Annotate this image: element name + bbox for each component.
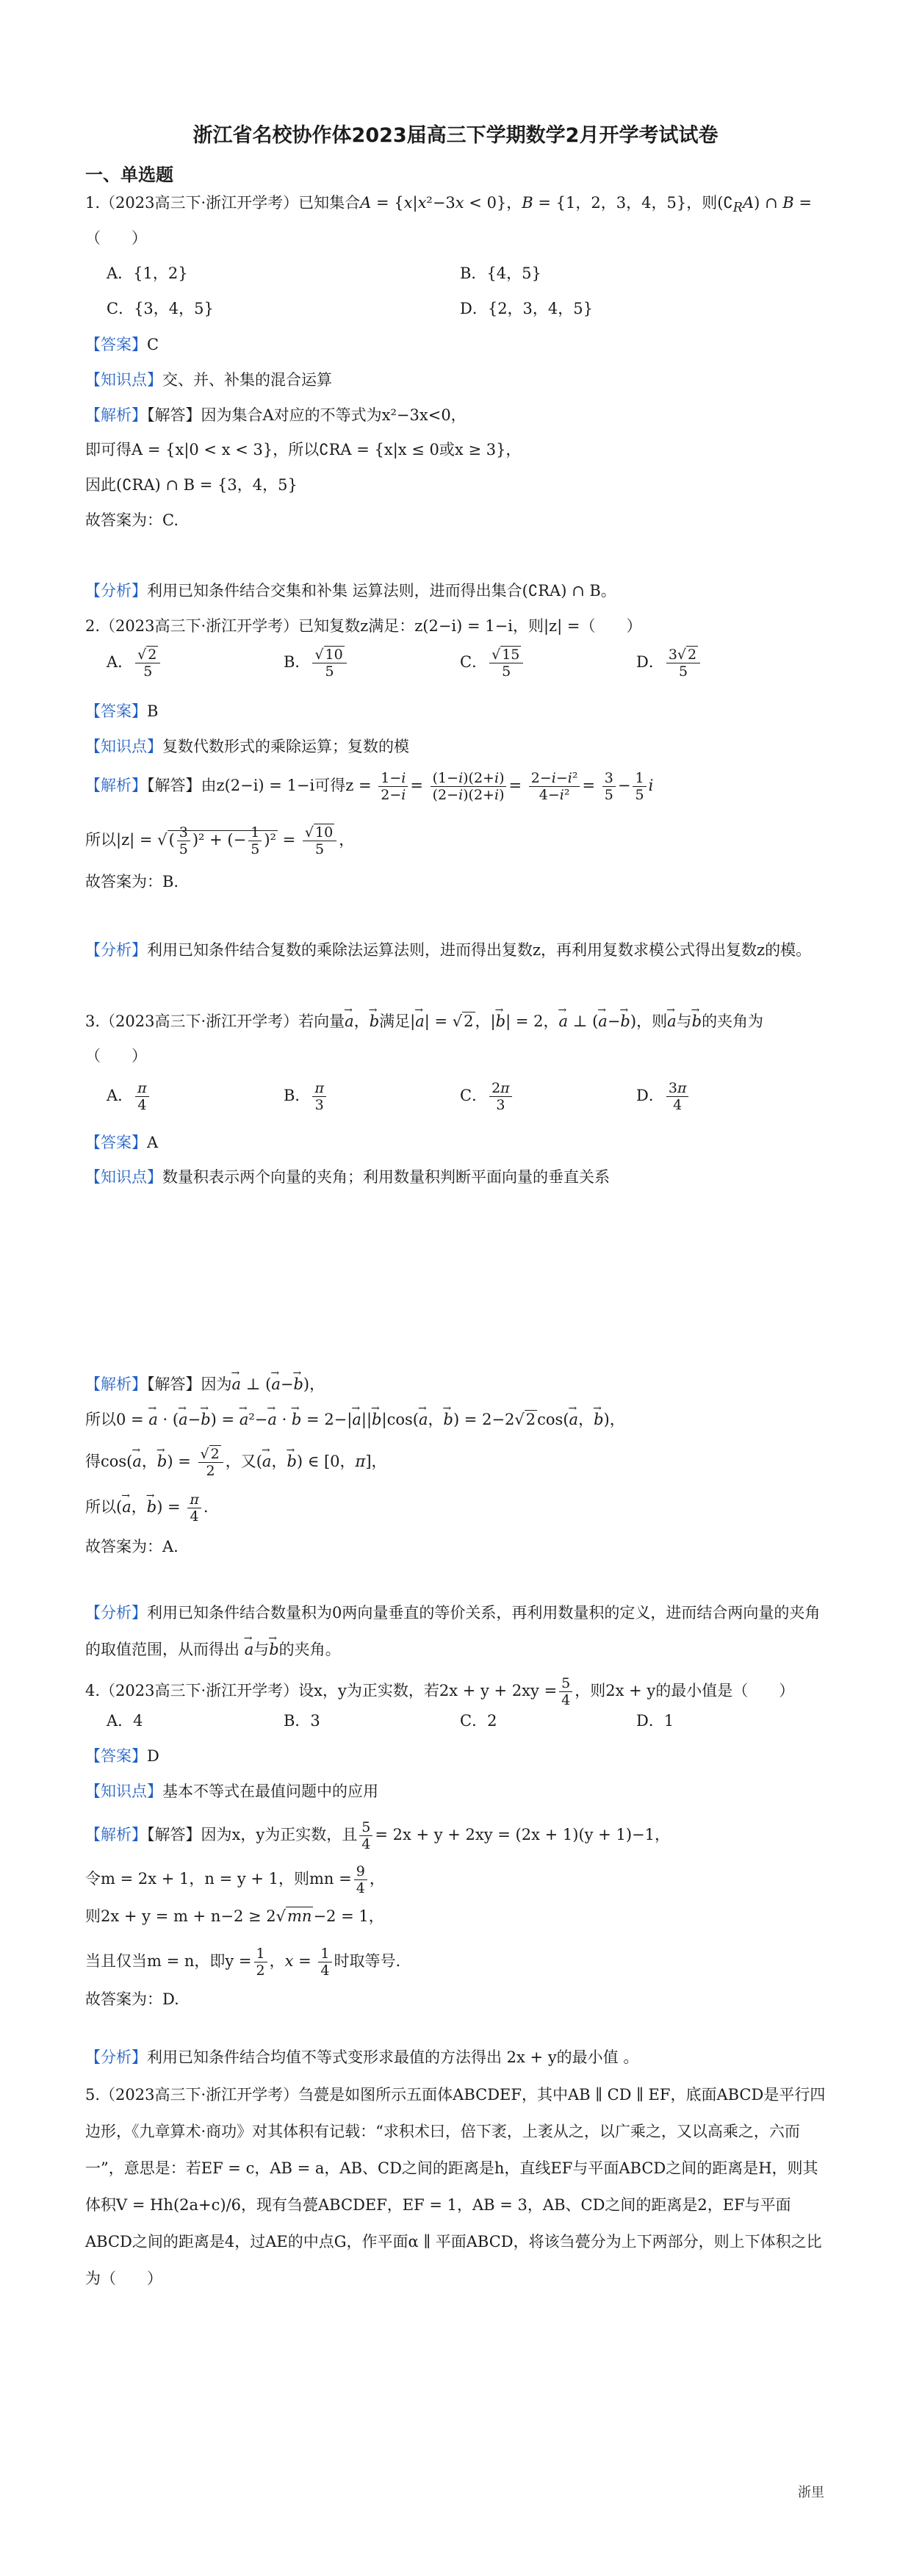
q3-solution-1: 【解析】【解答】因为→ a ⊥ (→ a−→ b)， — [85, 1374, 325, 1395]
q3-solution-2: 所以0 = → a · (→ a−→ b) = → a²−→ a · → b = 2−|→ a||→ b|cos(→ a，→ b) = 2−2√2cos(→ a，→ b)， — [85, 1409, 625, 1430]
q1-option-d: D．{2，3，4，5} — [460, 300, 594, 317]
q4-answer: 【答案】D — [85, 1747, 159, 1765]
q2-solution-2: 所以|z| = √( $\frac{3}{5}$ )² + (− $\frac{1}{5}$ )² = $\frac{√ 10}{5}$ ， — [85, 824, 355, 857]
q3-analysis: 【分析】利用已知条件结合数量积为0两向量垂直的等价关系，再利用数量积的定义，进而结合两向量的夹角的取值范围，从而得出 → a与→ b的夹角。 — [85, 1594, 827, 1668]
q2-solution-1: 【解析】【解答】由z(2−i) = 1−i可得z = $\frac{1-i}{2-i}$ = $\frac{(1-i)(2+i)}{(2-i)(2+i)}$ = $\frac{\text{2−i−i²}}{\text{4−i²}}$ = $\frac{3}{5}$ − $\frac{1}{5}$ i — [85, 770, 654, 803]
q2-knowledge: 【知识点】复数代数形式的乘除运算；复数的模 — [85, 738, 409, 755]
section-heading: 一、单选题 — [85, 165, 173, 185]
q1-solution-2: 即可得A = {x|0 < x < 3}，所以∁RA = {x|x ≤ 0或x ≥ 3}， — [85, 441, 522, 458]
page-title: 浙江省名校协作体2023届高三下学期数学2月开学考试试卷 — [192, 124, 719, 147]
q4-solution-3: 则2x + y = m + n−2 ≥ 2√mn−2 = 1， — [85, 1907, 384, 1925]
q4-knowledge: 【知识点】基本不等式在最值问题中的应用 — [85, 1782, 378, 1800]
q4-solution-1: 【解析】【解答】因为x，y为正实数，且 $\frac{5}{4}$ = 2x + y + 2xy = (2x + 1)(y + 1)−1， — [85, 1819, 670, 1852]
q1-solution-4: 故答案为：C. — [85, 511, 179, 529]
q4-solution-2: 令m = 2x + 1，n = y + 1，则mn = $\frac{9}{4}$ ， — [85, 1863, 385, 1896]
q3-option-a: A． $\frac{\pi}{4}$ — [107, 1080, 151, 1113]
q1-knowledge: 【知识点】交、并、补集的混合运算 — [85, 371, 332, 389]
q3-stem: 3.（2023高三下·浙江开学考）若向量→ a，→ b满足|→ a| = √2，|→ b| = 2，→ a ⊥ (→ a−→ b)，则→ a与→ b的夹角为 — [85, 1011, 763, 1032]
q4-analysis: 【分析】利用已知条件结合均值不等式变形求最值的方法得出 2x + y的最小值 。 — [85, 2048, 639, 2066]
q1-option-a: A．{1，2} — [107, 265, 188, 282]
q5-stem: 5.（2023高三下·浙江开学考）刍甍是如图所示五面体ABCDEF，其中AB ∥ CD ∥ EF，底面ABCD是平行四边形，《九章算术·商功》对其体积有记载：“求积术曰，倍下袤，上袤从之，以广乘之，又以高乘之，六而一”，意思是：若EF = c，AB = a，AB、CD之间的距离是h，直线EF与平面ABCD之间的距离是H，则其体积V = Hh(2a+c)/6，现有刍甍ABCDEF，EF = 1，AB = 3，AB、CD之间的距离是2，EF与平面ABCD之间的距离是4，过AE的中点G，作平面α ∥ 平面ABCD，将该刍甍分为上下两部分，则上下体积之比为（ ） — [85, 2086, 826, 2287]
q1-answer: 【答案】C — [85, 336, 159, 353]
q4-stem: 4.（2023高三下·浙江开学考）设x，y为正实数，若2x + y + 2xy = $\frac{5}{4}$ ，则2x + y的最小值是（ ） — [85, 1675, 795, 1708]
q2-option-b: B． $\frac{√ 10}{5}$ — [284, 647, 349, 680]
q3-solution-3: 得cos(→ a，→ b) = $\frac{√ 2}{2}$ ，又(→ a，→ b) ∈ [0，π]， — [85, 1446, 387, 1479]
q1-blank: （ ） — [85, 229, 147, 247]
q4-option-d: D．1 — [636, 1712, 674, 1730]
q2-stem: 2.（2023高三下·浙江开学考）已知复数z满足：z(2−i) = 1−i，则|z| =（ ） — [85, 617, 642, 635]
q1-option-c: C．{3，4，5} — [107, 300, 214, 317]
q3-knowledge: 【知识点】数量积表示两个向量的夹角；利用数量积判断平面向量的垂直关系 — [85, 1168, 610, 1186]
q4-option-c: C．2 — [460, 1712, 497, 1730]
q1-analysis: 【分析】利用已知条件结合交集和补集 运算法则，进而得出集合(∁RA) ∩ B。 — [85, 582, 616, 600]
q1-stem: 1.（2023高三下·浙江开学考）已知集合A = {x|x²−3x < 0}，B = {1，2，3，4，5}，则$(∁_RA)$ ∩ B = — [85, 194, 812, 216]
q4-option-b: B．3 — [284, 1712, 320, 1730]
q3-answer: 【答案】A — [85, 1134, 159, 1151]
q3-option-b: B． $\frac{\pi}{3}$ — [284, 1080, 328, 1113]
q3-option-c: C． $\frac{2\pi}{3}$ — [460, 1080, 514, 1113]
q1-option-b: B．{4，5} — [460, 265, 541, 282]
q3-option-d: D． $\frac{3\pi}{4}$ — [636, 1080, 691, 1113]
footer-watermark: 浙里 — [798, 2485, 824, 2500]
q2-analysis: 【分析】利用已知条件结合复数的乘除法运算法则，进而得出复数z，再利用复数求模公式得出复数z的模。 — [85, 941, 812, 959]
q4-solution-4: 当且仅当m = n，即y = $\frac{1}{2}$ ，x = $\frac{1}{4}$ 时取等号. — [85, 1946, 401, 1979]
q3-solution-4: 所以(→ a，→ b) = $\frac{\pi}{4}$ . — [85, 1492, 209, 1525]
q2-option-c: C． $\frac{√ 15}{5}$ — [460, 647, 525, 680]
q2-solution-3: 故答案为：B. — [85, 873, 179, 891]
q2-option-d: D． $\frac{3√ 2}{5}$ — [636, 647, 702, 680]
q3-blank: （ ） — [85, 1047, 147, 1065]
q4-option-a: A．4 — [107, 1712, 143, 1730]
q2-option-a: A． $\frac{√ 2}{5}$ — [107, 647, 162, 680]
q2-answer: 【答案】B — [85, 702, 159, 720]
q4-solution-5: 故答案为：D. — [85, 1990, 179, 2008]
q1-solution-3: 因此(∁RA) ∩ B = {3，4，5} — [85, 476, 298, 494]
q3-solution-5: 故答案为：A. — [85, 1538, 179, 1555]
q1-solution-1: 【解析】【解答】因为集合A对应的不等式为x²−3x<0， — [85, 406, 467, 424]
